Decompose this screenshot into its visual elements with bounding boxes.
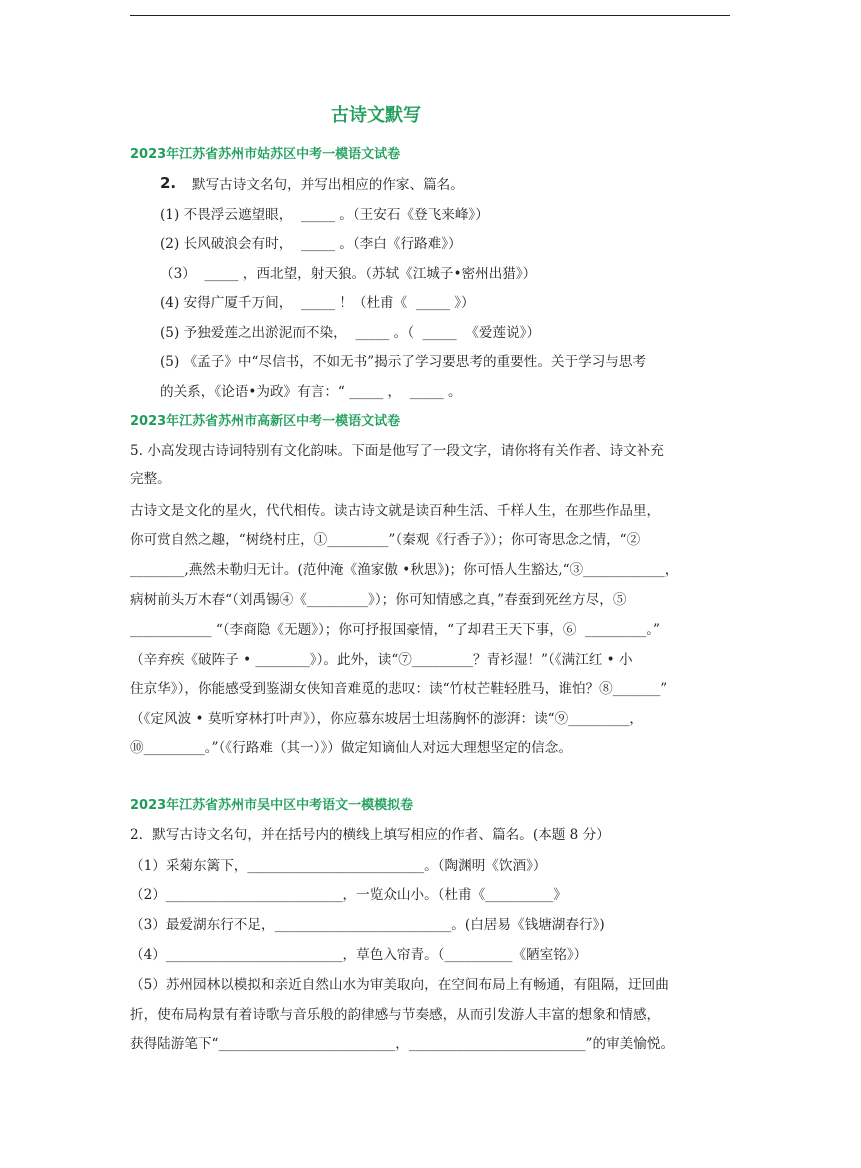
section-heading-wuzhong: 2023年江苏省苏州市吴中区中考语文一模模拟卷 — [130, 798, 414, 813]
question-item: （1）采菊东篱下，__________________________。（陶渊明《饮酒》） — [130, 858, 547, 874]
question-item: (1) 不畏浮云遮望眼， _____ 。（王安石《登飞来峰》） — [160, 207, 489, 223]
header-rule — [130, 15, 730, 16]
question-item: （3）最爱湖东行不足，__________________________。(白居易《钱塘湖春行》) — [130, 917, 605, 933]
question-item: (5) 《孟子》中“尽信书，不如无书”揭示了学习要思考的重要性。关于学习与思考 — [160, 354, 647, 370]
question-text: 2．默写古诗文名句，并在括号内的横线上填写相应的作者、篇名。(本题 8 分） — [130, 827, 610, 843]
section-heading-gusu: 2023年江苏省苏州市姑苏区中考一模语文试卷 — [130, 147, 401, 162]
paragraph-line: 你可赏自然之趣，“树绕村庄，①_________”（秦观《行香子》）；你可寄思念之情，“② — [130, 532, 641, 548]
page-title: 古诗文默写 — [331, 105, 421, 126]
question-prompt: 默写古诗文名句，并写出相应的作家、篇名。 — [192, 177, 464, 193]
question-item: (5) 予独爱莲之出淤泥而不染， _____ 。（ _____ 《爱莲说》） — [160, 325, 541, 341]
question-item: （2）__________________________，一览众山小。（杜甫《__________》 — [130, 887, 567, 903]
paragraph-line: 古诗文是文化的星火，代代相传。读古诗文就是读百种生活、千样人生，在那些作品里， — [130, 503, 661, 519]
question-item: (2) 长风破浪会有时， _____ 。（李白《行路难》） — [160, 236, 462, 252]
paragraph-line: ⑩_________。”（《行路难（其一）》）做定知谪仙人对远大理想坚定的信念。 — [130, 740, 572, 756]
paragraph-line: ________,燕然未勒归无计。(范仲淹《渔家傲 •秋思》)；你可悟人生豁达,“③____________， — [130, 562, 679, 578]
question-item: （3） _____ ，西北望，射天狼。（苏轼《江城子•密州出猎》） — [160, 266, 537, 282]
question-item: （5）苏州园林以模拟和亲近自然山水为审美取向，在空间布局上有畅通，有阻隔，迂回曲 — [130, 977, 669, 993]
question-item: 的关系，《论语•为政》有言：“ _____ ， _____ 。 — [160, 384, 462, 400]
paragraph-line: 病树前头万木春“（刘禹锡④《_________》）；你可知情感之真，”春蚕到死丝方尽，⑤ — [130, 592, 627, 608]
paragraph-line: 住京华》），你能感受到鉴湖女侠知音难觅的悲叹：读“竹杖芒鞋轻胜马，谁怕？⑧_______” — [130, 681, 668, 697]
question-text: 5. 小高发现古诗词特别有文化韵味。下面是他写了一段文字，请你将有关作者、诗文补充 — [130, 443, 664, 459]
section-heading-gaoxin: 2023年江苏省苏州市高新区中考一模语文试卷 — [130, 414, 401, 429]
question-item: (4) 安得广厦千万间， _____ ！（杜甫《 _____ 》） — [160, 295, 475, 311]
question-text: 完整。 — [130, 471, 171, 487]
paragraph-line: （《定风波 • 莫听穿林打叶声》），你应慕东坡居士坦荡胸怀的澎湃：读“⑨_________， — [130, 711, 643, 727]
paragraph-line: （辛弃疾《破阵子 • ________》）。此外，读“⑦_________？青衫湿！”（《满江红 • 小 — [130, 652, 633, 668]
paragraph-line: ____________ “（李商隐《无题》）；你可抒报国豪情，“了却君王天下事，⑥ _________。” — [130, 622, 660, 638]
question-item: 获得陆游笔下“__________________________，__________________________”的审美愉悦。 — [130, 1036, 675, 1052]
question-item: 折，使布局构景有着诗歌与音乐般的韵律感与节奏感，从而引发游人丰富的想象和情感， — [130, 1007, 661, 1023]
question-item: （4）__________________________，草色入帘青。（__________《陋室铭》） — [130, 947, 588, 963]
question-number: 2. — [160, 174, 177, 192]
